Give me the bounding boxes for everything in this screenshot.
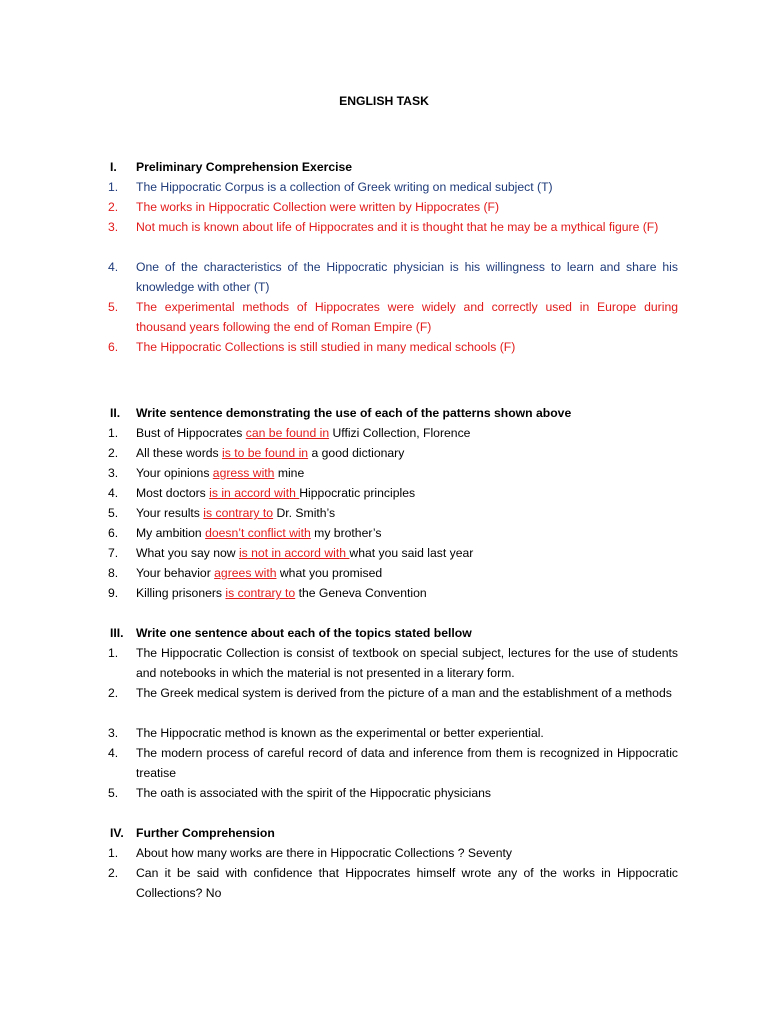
item-text: Your results is contrary to Dr. Smith’s (136, 506, 336, 520)
item-number: 7. (108, 546, 119, 560)
item-text: The Hippocratic method is known as the experimental or better experiential. (136, 726, 544, 740)
item-number: 2. (108, 686, 119, 700)
item-text: Killing prisoners is contrary to the Geneva Convention (136, 586, 427, 600)
item-text: The oath is associated with the spirit of the Hippocratic physicians (136, 786, 491, 800)
section-2-heading: Write sentence demonstrating the use of each of the patterns shown above (136, 406, 572, 420)
answer-phrase: doesn’t conflict with (205, 526, 311, 540)
answer-phrase: is in accord with (209, 486, 300, 500)
item-number: 2. (108, 866, 119, 880)
item-number: 5. (108, 786, 119, 800)
item-text: The Hippocratic Collections is still studied in many medical schools (F) (136, 340, 516, 354)
answer-phrase: is contrary to (225, 586, 296, 600)
item-number: 1. (108, 646, 119, 660)
item-text: The modern process of careful record of data and inference from them is recognized in Hippocratic treatise (136, 746, 678, 780)
item-number: 2. (108, 446, 119, 460)
item-number: 3. (108, 726, 119, 740)
item-text: The Greek medical system is derived from the picture of a man and the establishment of a methods (136, 686, 672, 700)
section-1-heading: Preliminary Comprehension Exercise (136, 160, 353, 174)
item-number: 5. (108, 506, 119, 520)
item-text: Can it be said with confidence that Hippocrates himself wrote any of the works in Hippocratic Collections? No (136, 866, 678, 900)
item-number: 5. (108, 300, 119, 314)
item-number: 4. (108, 746, 119, 760)
item-text: About how many works are there in Hippocratic Collections ? Seventy (136, 846, 512, 860)
item-number: 3. (108, 220, 119, 234)
item-text: Most doctors is in accord with Hippocratic principles (136, 486, 416, 500)
item-text: Your opinions agress with mine (136, 466, 305, 480)
item-number: 9. (108, 586, 119, 600)
item-number: 3. (108, 466, 119, 480)
item-number: 6. (108, 526, 119, 540)
answer-phrase: is not in accord with (238, 546, 350, 560)
item-number: 4. (108, 486, 119, 500)
item-text: The experimental methods of Hippocrates were widely and correctly used in Europe during thousand years following the end of Roman Empire (F) (136, 300, 678, 334)
answer-phrase: agrees with (214, 566, 277, 580)
section-3-heading: Write one sentence about each of the topics stated bellow (136, 626, 472, 640)
item-text: What you say now is not in accord with what you said last year (136, 546, 474, 560)
item-text: The Hippocratic Collection is consist of textbook on special subject, lectures for the use of students and notebooks in which the material is not presented in a literary form. (136, 646, 678, 680)
item-number: 8. (108, 566, 119, 580)
section-1-number: I. (110, 160, 117, 174)
answer-phrase: agress with (212, 466, 275, 480)
item-text: The works in Hippocratic Collection were written by Hippocrates (F) (136, 200, 500, 214)
document-title: ENGLISH TASK (339, 94, 429, 108)
section-2-number: II. (110, 406, 121, 420)
item-text: Not much is known about life of Hippocrates and it is thought that he may be a mythical figure (F) (136, 220, 659, 234)
item-number: 6. (108, 340, 119, 354)
item-text: One of the characteristics of the Hippocratic physician is his willingness to learn and share his knowledge with other (T) (136, 260, 678, 294)
answer-phrase: is to be found in (222, 446, 309, 460)
item-number: 1. (108, 846, 119, 860)
item-number: 4. (108, 260, 119, 274)
item-text: All these words is to be found in a good dictionary (136, 446, 405, 460)
item-number: 1. (108, 426, 119, 440)
item-text: My ambition doesn’t conflict with my brother’s (136, 526, 382, 540)
item-number: 2. (108, 200, 119, 214)
item-text: The Hippocratic Corpus is a collection of Greek writing on medical subject (T) (136, 180, 553, 194)
item-text: Bust of Hippocrates can be found in Uffizi Collection, Florence (136, 426, 471, 440)
answer-phrase: can be found in (245, 426, 330, 440)
item-text: Your behavior agrees with what you promised (136, 566, 383, 580)
section-4-number: IV. (110, 826, 124, 840)
section-3-number: III. (110, 626, 124, 640)
section-4-heading: Further Comprehension (136, 826, 275, 840)
item-number: 1. (108, 180, 119, 194)
answer-phrase: is contrary to (203, 506, 274, 520)
